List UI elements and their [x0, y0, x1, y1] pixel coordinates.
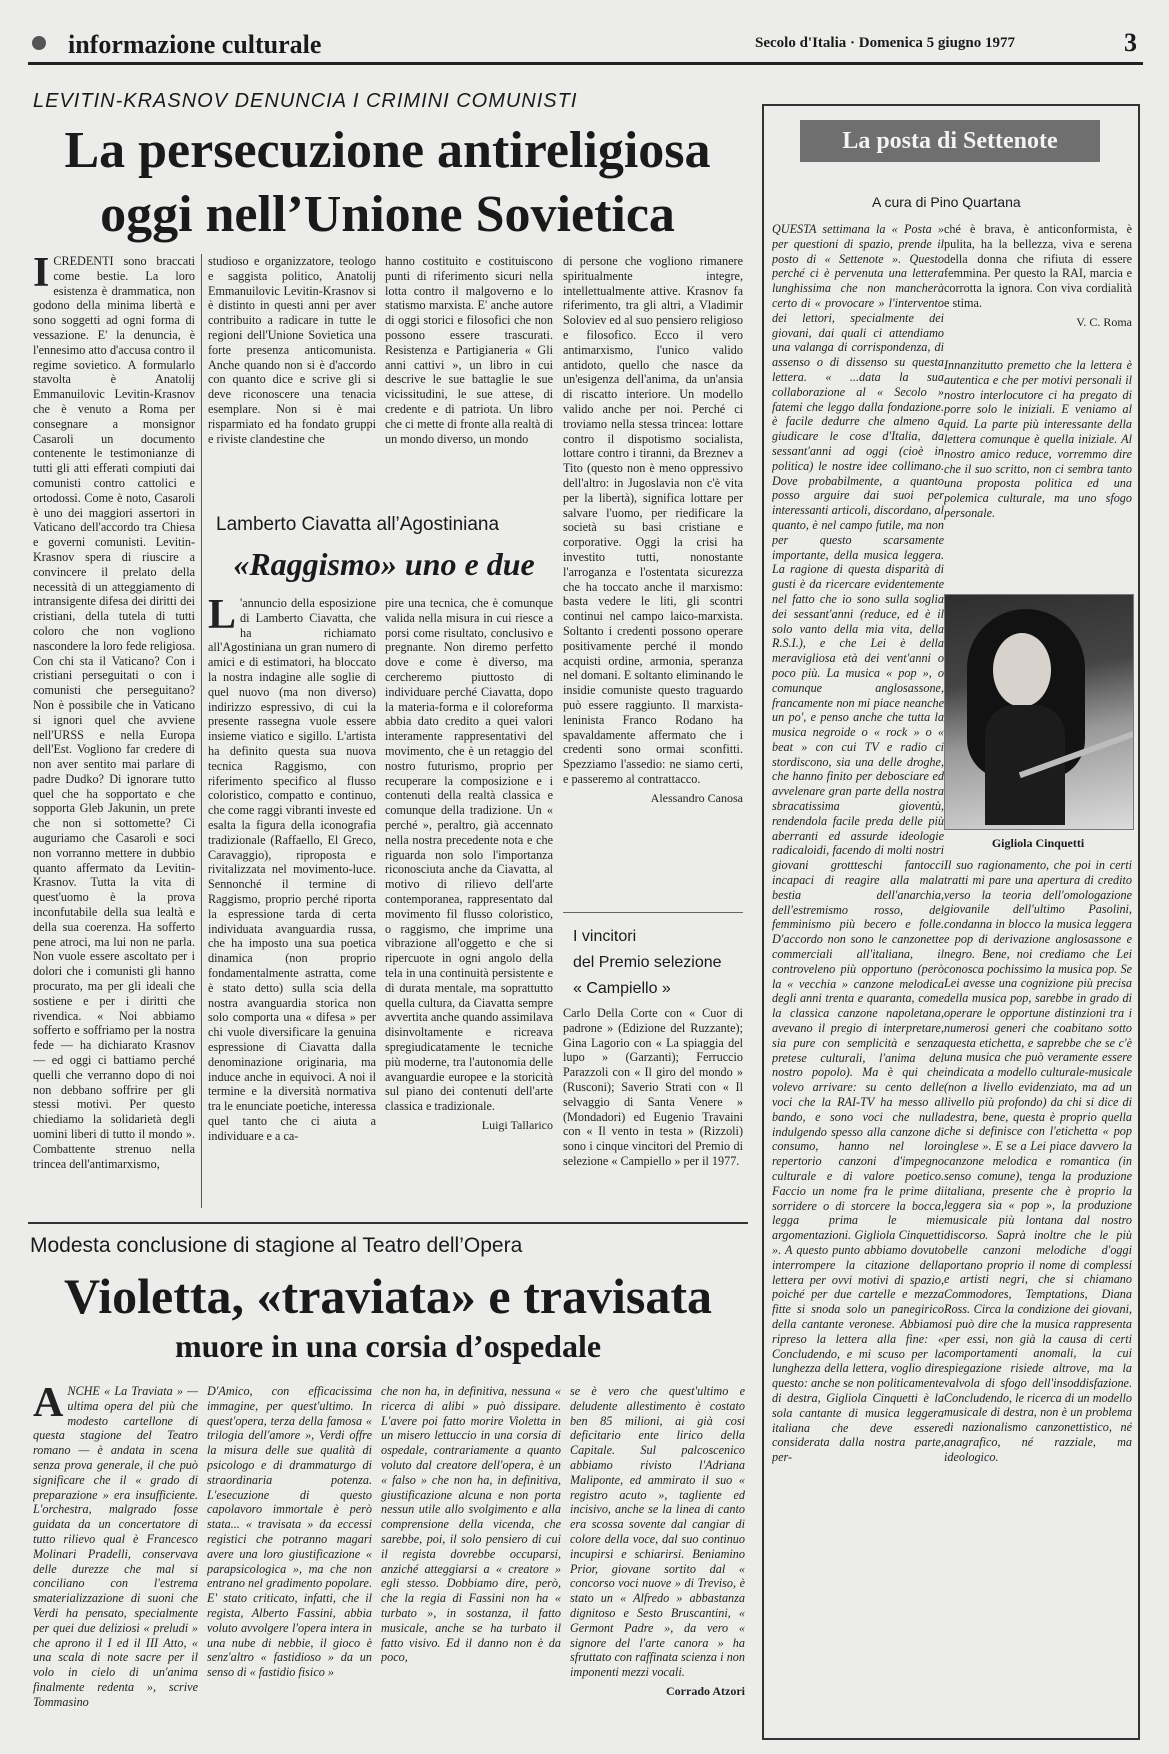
posta-letter-sign: V. C. Roma	[1076, 314, 1132, 329]
singer-photo	[944, 594, 1134, 830]
opera-dropcap: A	[33, 1384, 64, 1426]
section-title: informazione culturale	[68, 30, 322, 59]
opera-rule	[28, 1222, 748, 1224]
opera-signature: Corrado Atzori	[666, 1683, 745, 1698]
posta-column-1	[772, 222, 944, 1730]
posta-banner: La posta di Settenote	[800, 120, 1100, 162]
ciavatta-column-1	[208, 596, 376, 1208]
opera-column-3: che non ha, in definitiva, nessuna « ricerca di alibi » può dissipare. L'avere poi fatto morire Violetta in un misero lettuccio in una corsia di ospedale, contrariamente a quanto voluto dal creatore dell'opera, è un « falso » che non ha, in definitiva, giustificazione alcuna e non porta nessun utile allo svolgimento e alla comprensione della vicenda, che sarebbe, poi, il solo pensiero di cui il regista dovrebbe occuparsi, anziché atteggiarsi a « creatore » egli stesso. Dobbiamo dire, però, che la regia di Fassini non ha « turbato », in sostanza, il fatto musicale, anche se ha turbato il fatto visivo. Ed il danno non è da poco,	[381, 1384, 561, 1665]
ciavatta-title: «Raggismo» uno e due	[233, 546, 535, 582]
campiello-text: Carlo Della Corte con « Cuor di padrone » (Edizione del Ruzzante); Gina Lagorio con « La spiaggia del lupo » (Garzanti); Ferruccio Parazzoli con « Il giro del mondo » (Rusconi); Saverio Strati con « Il selvaggio di Santa Venere » (Mondadori) ed Eugenio Travaini con « Il vento in testa » (Rizzoli) sono i cinque vincitori del Premio di selezione « Campiello » per il 1977.	[563, 1006, 743, 1168]
campiello-title-1: I vincitori	[573, 928, 637, 945]
ciavatta-signature: Luigi Tallarico	[481, 1117, 553, 1132]
main-signature: Alessandro Canosa	[650, 790, 743, 805]
campiello-rule	[563, 912, 743, 913]
posta-col2-top-text: ché è brava, è anticonformista, è pulita, ha la bellezza, viva e serena della donna che rifiuta di essere femmina. Per questo la RAI, marcia e corrotta la ignora. Con viva cordialità e stima.	[944, 222, 1132, 310]
posta-col1-text: QUESTA settimana la « Posta » per questioni di spazio, prende il posto di « Settenote ». Questo perché ci è pervenuta una lettera lunghissima che non mancherà certo di « provocare » l'intervento dei lettori, specialmente dei giovani, dai quali ci attendiamo una valanga di corrispondenza, di assenso o di dissenso su questa lettera. « ...data la sua collaborazione al « Secolo » fatemi che leggo dalla fondazione. è facile dedurre che almeno a giudicare le cose d'Italia, da sessant'anni ad oggi (cioè in politica) le nostre idee collimano. Dove probabilmente, a quanto posso arguire dai suoi per interessanti articoli, discordano, al quanto, è nel campo futile, ma non per questo scarsamente importante, della musica leggera. La ragione di questa disparità di gusti è da ricercare evidentemente nel fatto che io sono sulla soglia dei sessant'anni (reduce, ed è il solo vanto della mia vita, della R.S.I.), e che Lei è della meravigliosa età dei vent'anni o poco più. La musica « pop », o comunque anglosassone, francamente non mi piace neanche un po', e penso anche che tutta la musica negroide o « rock » o « beat » con cui TV e radio ci stordiscono, sia una delle droghe, che hanno finito per debosciare ed avvelenare gran parte della nostra sbracatissima gioventù, rendendola facile preda delle più aberranti ed assurde ideologie radicaloidi, facendo di molti nostri giovani grottteschi fantocci incapaci di reagire alla mala bestia dell'anarchia, dell'estremismo rosso, del femminismo più becero e folle. D'accordo non sono le canzonette commerciali all'italiana, il controveleno più opportuno (però la « vecchia » canzone melodica degli anni trenta e quaranta, come la classica canzone napoletana, avevano il pregio di interpretare, sia pure con semplicità e senza pretese culturali, l'anima del nostro popolo). Ma è qui che volevo arrivare: su cento delle voci che la RAI-TV ha messo al bando, e sono voci che nulla indulgendo spesso alla canzone di consumo, hanno nel loro repertorio canzoni d'impegno culturale e di valore poetico. Faccio un nome fra le prime di sorridere o di storcere la bocca, legga prima le mie argomentazioni. Gigliola Cinquetti ». A questo punto abbiamo dovuto interrompere la citazione della lettera per ovvi motivi di spazio, poiché per due cartelle e mezza fitte si snoda solo un panegirico della cantante veronese. Abbiamo ripreso la lettera alla fine: « Concludendo, e mi scuso per la lunghezza della lettera, voglio dire questo: anche se non politicamente di destra, Gigliola Cinquetti è la sola cantante di musica leggera italiana che deve essere considerata dalla nostra parte, per-	[772, 222, 944, 1465]
opera-title-line2: muore in una corsia d’ospedale	[174, 1328, 602, 1364]
posta-byline: A cura di Pino Quartana	[872, 194, 1021, 210]
ciavatta-kicker: Lamberto Ciavatta all’Agostiniana	[216, 514, 500, 535]
main-title-line2: oggi nell’Unione Sovietica	[100, 186, 675, 243]
posta-column-2-bottom: Il suo ragionamento, che poi in certi tratti mi pare una apertura di credito verso la teoria dell'omologazione giovanile dell'ultimo Pasolini, condanna in blocco la musica leggera e pop di derivazione anglosassone e negro. Bene, noi crediamo che Lei conosca pochissimo la musica pop. Se Lei avesse una cognizione più precisa della musica pop, sarebbe in grado di operare le opportune distinzioni tra i numerosi generi che coabitano sotto questa etichetta, e saprebbe che se c'è una musica che può veramente essere indicata a modello culturale-musicale (non a livello evidenziato, ma ad un livello più profondo) da chi si dice di destra, bene, questa è proprio quella che si definisce con l'etichetta « pop inglese ». E se a Lei piace davvero la canzone melodica e romantica (in senso comune), tenga la produzione italiana, presente che è proprio la leggera sia « pop », la produzione musicale più lontana dal nostro discorso. Saprà inoltre che le più belle canzoni melodiche d'oggi portano proprio il nome di complessi e artisti negri, che si chiamano Commodores, Temptations, Diana Ross. Circa la condizione dei giovani, si può dire che la musica rappresenta per essi, non già la causa di certi comportamenti anomali, la cui spiegazione risiede altrove, ma la valvola di sfogo dell'insoddisfazione. Concludendo, le ricerca di un modello musicale di destra, non è un problema di nazionalismo canzonettistico, né anagrafico, né razziale, ma ideologico.	[944, 858, 1132, 1464]
photo-caption: Gigliola Cinquetti	[991, 836, 1085, 850]
ciavatta-col2-text: pire una tecnica, che è comunque valida nella misura in cui riesce a porsi come risultato, conclusivo e pregnante. Non diremo perfetto dove e come è diverso, ma cercheremo piuttosto di individuare perché Ciavatta, dopo la materia-forma e il coloreforma abbia dato credito a quei valori interamente rappresentativi del movimento, che è un retaggio del nostro futurismo, proprio per recuperare la composizione e i contenuti della realtà classica e comunque della tradizione. Un « perché », peraltro, già accennato nella nostra precedente nota e che riguarda non solo l'importanza riconosciuta anche da Ciavatta, al motivo di rilievo dell'arte contemporanea, rappresentato dal movimento fil flusso coloristico, o raggismo, che imprime una vibrazione all'oggetto e che si ripercuote in ogni angolo della tela in una continuità persistente e di durata mentale, ma soprattutto quella cultura, da Ciavatta sempre avvertita anche quando assimilava disinvoltamente e ricreava spregiudicatamente le tecniche più moderne, tra l'autonomia delle avanguardie europee e la storicità sul piano dei contenuti dell'arte classica e tradizionale.	[385, 596, 553, 1114]
posta-column-2-top	[944, 222, 1132, 344]
main-dropcap: I	[33, 254, 50, 296]
main-column-1	[33, 254, 195, 1208]
opera-kicker: Modesta conclusione di stagione al Teatro dell’Opera	[30, 1234, 523, 1257]
section-bullet-icon	[32, 36, 46, 50]
campiello-title-2: del Premio selezione	[573, 954, 722, 971]
main-kicker: LEVITIN-KRASNOV DENUNCIA I CRIMINI COMUNISTI	[33, 90, 578, 112]
publication-date: Secolo d'Italia · Domenica 5 giugno 1977	[755, 35, 1016, 51]
column-rule	[201, 254, 202, 1208]
opera-col4-text: se è vero che quest'ultimo e deludente allestimento è costato ben 85 milioni, ai già cosi deficitario ente lirico della Capitale. Sul palcoscenico abbiamo rivisto l'Adriana Maliponte, ed ammirato il suo « registro acuto », tagliente ed incisivo, anche se la linea di canto era scossa sovente dal cangiar di colore della voce, dal suo continuo incupirsi e schiarirsi. Beniamino Prior, giovane sortito dal « concorso voci nuove » di Treviso, è stato un « Alfredo » abbastanza dignitoso e Sesto Bruscantini, « Germont Padre », da vero « signore del l'arte canora » ha sfruttato con raffinata scienza i non imponenti mezzi vocali.	[570, 1384, 745, 1680]
campiello-title-3: « Campiello »	[573, 980, 671, 997]
opera-col1-text: NCHE « La Traviata » — ultima opera del più che modesto cartellone di questa stagione del Teatro romano — è andata in scena senza prova generale, il che può significare che il « grado di preparazione » era insufficiente. L'orchestra, malgrado fosse guidata da un concertatore di tutto rilievo qual è Francesco Molinari Pradelli, conservava delle durezze che mal si conciliano con l'estrema smaterializzazione di suoni che Verdi ha pensato, specialmente per quei due deliziosi « preludi » che aprono il I ed il III Atto, « una scala di note sacre per il volo in cielo di un'anima finalmente redenta », scrive Tommasino	[33, 1384, 198, 1709]
ciavatta-dropcap: L	[208, 596, 237, 638]
opera-column-1	[33, 1384, 198, 1736]
opera-column-4	[570, 1384, 745, 1736]
opera-title-line1: Violetta, «traviata» e travisata	[64, 1268, 712, 1324]
main-col1-text: CREDENTI sono braccati come bestie. La loro esistenza è drammatica, non godono della minima libertà e sono soggetti ad ogni forma di vessazione. E' la denuncia, è l'ennesimo atto d'accusa contro il regime sovietico. A formularlo stavolta è Anatolij Emmanuilovic Levitin-Krasnov che è venuto a Roma per consegnare a monsignor Casaroli un documento contenente le testimonianze di tutti gli atti efferati compiuti dai comunisti contro cattolici e ortodossi. Come è noto, Casaroli è uno dei maggiori assertori in Vaticano dell'accordo tra Chiesa e governi comunisti. Levitin-Krasnov spera di riuscire a convincere il prelato della necessità di un atteggiamento di intransigente difesa dei diritti dei cristiani, della tutela di tutti coloro che non vogliono nascondere la loro fede religiosa. Con chi sta il Vaticano? Con i cristiani perseguitati o con i comunisti che perseguitano? Non è possibile che in Vaticano si ignori quel che avviene nell'URSS e nella Europa dell'Est. Vogliono far credere di non aver sentito mai parlare di padre Dudko? Di ignorare tutto quel che ha sopportato e che sopporta Gleb Jakunin, un prete che non si sottomette? Ci auguriamo che Casaroli e soci non vorranno mettere in dubbio quanto affermato da Levitin-Krasnov. Tutta la vita di quest'uomo è la prova inconfutabile della sua lealtà e della sua coerenza. Ha sofferto pene atroci, ma lui non ne parla. Non vuole essere ascoltato per i dolori che i comunisti gli hanno procurato, ma per gli ideali che sostiene e per i diritti che rivendica. « Noi abbiamo sofferto e soffriamo per la nostra fede — ha dichiarato Krasnov — ed oggi ci battiamo perché quelli che verranno dopo di noi non debbano soffrire per gli stessi motivi. Per questo chiediamo la solidarietà degli uomini liberi di tutto il mondo ». Combattente strenuo nella trincea dell'antimarxismo,	[33, 254, 195, 1171]
posta-column-2-reply: Innanzitutto premetto che la lettera è autentica e che per motivi personali il nostro interlocutore ci ha pregato di porre solo le iniziali. E veniamo al quid. La parte più interessante della lettera comunque è quella iniziale. Al nostro amico reduce, vorremmo dire che il suo scritto, non ci sembra tanto una proposta politica ed una polemica culturale, ma uno sfogo personale.	[944, 358, 1132, 520]
main-col4-text: di persone che vogliono rimanere spiritualmente integre, intellettualmente attive. Krasnov fa riferimento, tra gli altri, a Vladimir Soloviev ed al suo pensiero religioso e filosofico. Ecco il vero antimarxismo, l'unico valido antidoto, quello che nasce da un'esigenza dell'anima, da un'ansia di riscatto interiore. Un modello valido anche per noi. Perché ci troviamo nella stessa trincea: lottare contro il dispotismo socialista, lottare contro i tiranni, da Breznev a Tito (questo non è meno oppressivo dell'altro: in Jugoslavia non c'è vita per la libertà), significa lottare per salvare l'uomo, per riedificare la società su basi cristiane e corporative. Oggi la crisi ha investito tutti, nonostante l'arroganza e l'ostentata sicurezza che ha toccato anche il marxismo: basta vedere le liti, gli scontri continui nel campo laico-marxista. Soltanto i credenti possono operare positivamente perché il mondo acquisti ordine, armonia, speranza nel domani. E soltanto eliminando le insidie comuniste questo traguardo può essere raggiunto. Il marxista-leninista Franco Rodano ha spavaldamente affermato che i credenti sono ormai sconfitti. Spezziamo l'assedio: ne siamo certi, e passeremo al contrattacco.	[563, 254, 743, 786]
photo-face	[993, 633, 1051, 707]
page-number: 3	[1124, 28, 1137, 57]
main-title-line1: La persecuzione antireligiosa	[64, 122, 711, 179]
main-column-2: studioso e organizzatore, teologo e saggista politico, Anatolij Emmanuilovic Levitin-Krasnov si è distinto in questi anni per aver contribuito a radicare in tutte le regioni dell'Unione Sovietica una forte presenza anticomunista. Anche quando non si è d'accordo con quanto dice e scrive gli si deve riconoscere una tenacia esemplare. Non si è mai risparmiato ed ha fondato gruppi e riviste clandestine che	[208, 254, 376, 446]
main-column-3: hanno costituito e costituiscono punti di riferimento sicuri nella lotta contro il malgoverno e lo statismo marxista. E' anche autore di oggi storici e filosofici che non possono essere trascurati. Resistenza e Partigianeria « Gli anni cattivi », un libro in cui descrive le sue battaglie le sue vicissitudini, le sue attese, di credente e di patriota. Un libro che ci mette di fronte alla realtà di un mondo diverso, un mondo	[385, 254, 553, 446]
ciavatta-col1-text: 'annuncio della esposizione di Lamberto Ciavatta, che ha richiamato all'Agostiniana un gran numero di amici e di estimatori, ha bloccato la nostra indagine alle soglie di quel nuovo (ma non diverso) indirizzo espressivo, di cui la presente rassegna vuole essere insieme viatico e sigillo. L'artista ha definito questa sua nuova tecnica Raggismo, con riferimento specifico al flusso coloristico, compatto e continuo, che come raggi vibranti investe ed esalta la figura della iconografia tradizionale (Raffaello, El Greco, Caravaggio), riproposta e rivitalizzata nel movimento-luce. Sennonché il termine di Raggismo, proprio perché riporta la espressione tarda di certa individuata avanguardia russa, che ha imposto una sua poetica dinamica (non proprio fondamentalmente astratta, come è stato detto) sulla scia della nostra avanguardia storica non solo comporta una « difesa » per chi vuole diversificare la genuina espressione di Ciavatta dalla denominazione originaria, ma induce anche in equivoci. A noi il termine e la diversità normativa tra le enunciate poetiche, interessa quel tanto che ci aiuta a individuare e a ca-	[208, 596, 376, 1143]
ciavatta-column-2	[385, 596, 553, 1208]
page-header	[28, 26, 1143, 65]
opera-column-2: D'Amico, con efficacissima immagine, per quest'ultimo. In quest'opera, terza della famosa « trilogia dell'amore », Verdi offre la misura delle sue qualità di psicologo e di drammaturgo di straordinaria potenza. L'esecuzione di questo capolavoro immortale è però stata... « travisata » da eccessi registici che potranno magari avere una loro giustificazione « parapsicologica », ma che non entrano nel gradimento popolare. E' stato criticato, infatti, che il regista, Alberto Fassini, abbia voluto avvolgere l'opera intera in una nube di nebbie, il gioco è senz'altro « fastidioso » da un senso di « fastidio fisico »	[207, 1384, 372, 1680]
main-column-4	[563, 254, 743, 906]
